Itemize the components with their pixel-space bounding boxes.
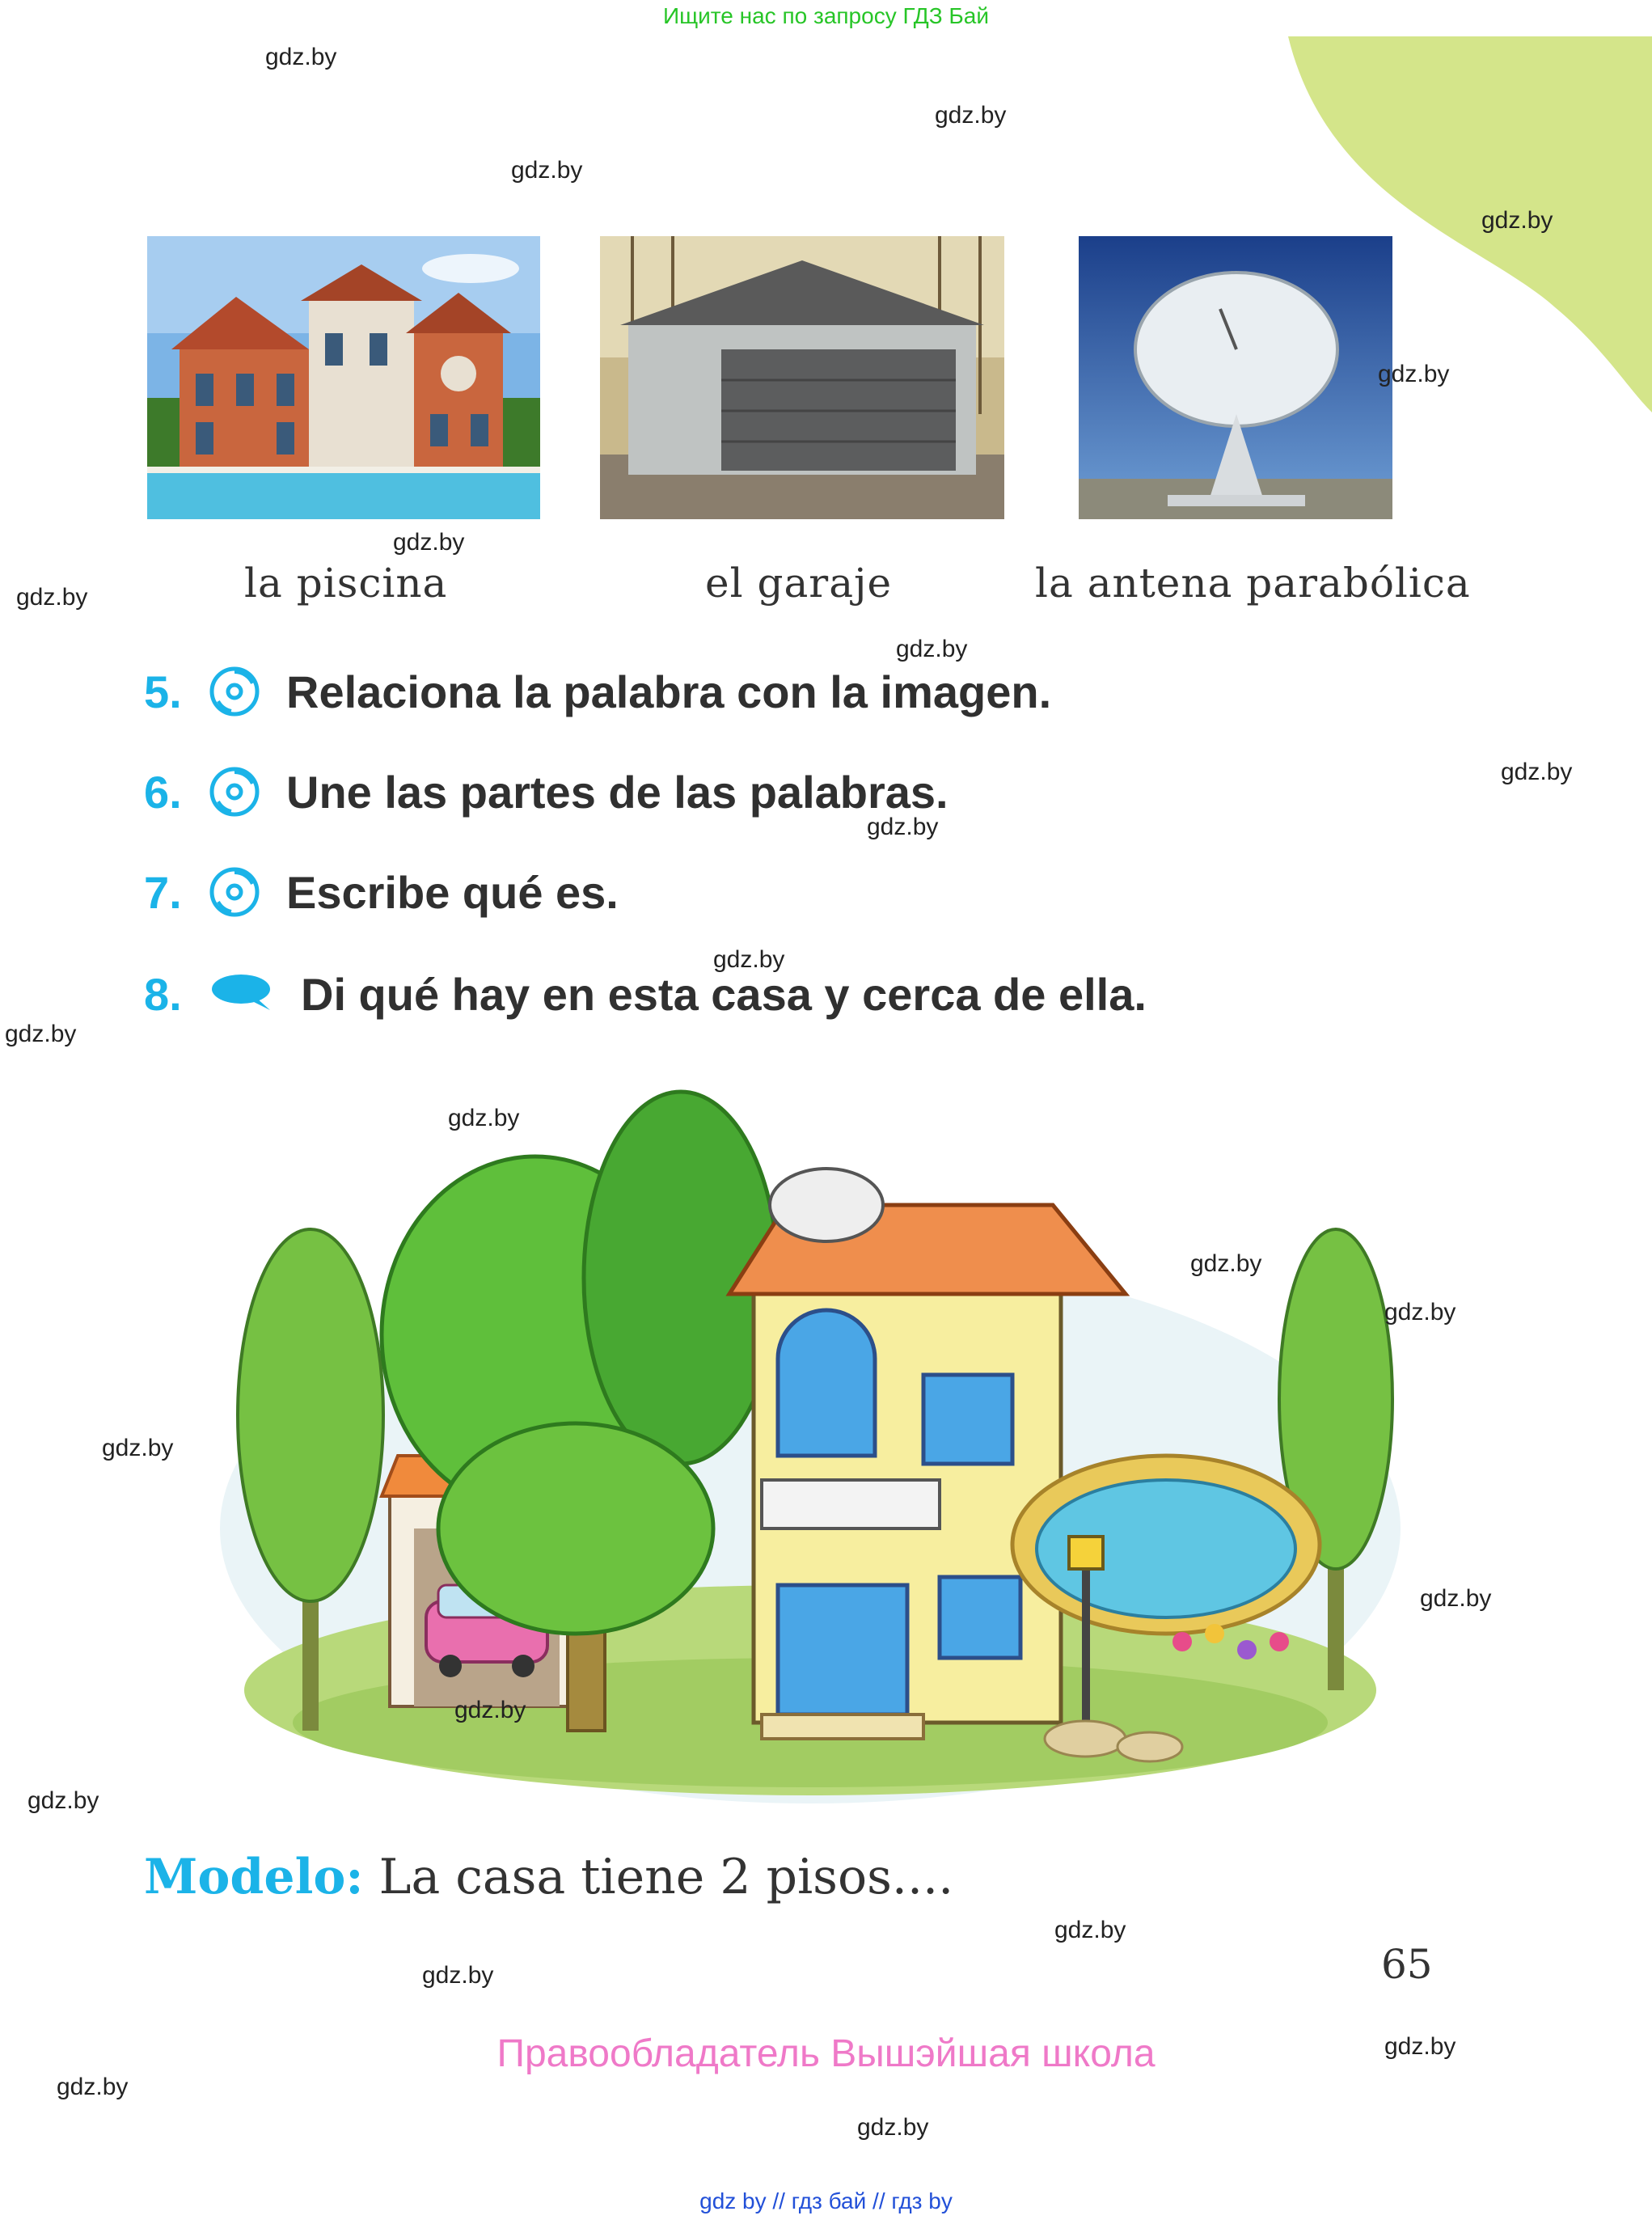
caption-piscina: la piscina: [244, 560, 448, 607]
bottom-links[interactable]: gdz by // гдз бай // гдз by: [699, 2188, 953, 2213]
task-5: [144, 655, 1051, 728]
task-text: Escribe qué es.: [286, 866, 619, 918]
task-7: [144, 856, 619, 928]
watermark: gdz.by: [27, 1787, 99, 1814]
modelo-line: [144, 1849, 953, 1905]
watermark: gdz.by: [1420, 1585, 1492, 1612]
watermark: gdz.by: [1054, 1917, 1126, 1943]
watermark: gdz.by: [713, 946, 785, 973]
modelo-label: Modelo:: [144, 1849, 364, 1905]
watermark: gdz.by: [867, 814, 939, 840]
speech-bubble-icon: [209, 968, 277, 1020]
watermark: gdz.by: [5, 1021, 77, 1047]
task-number: 7.: [144, 866, 182, 918]
task-text: Une las partes de las palabras.: [286, 766, 949, 818]
caption-garaje: el garaje: [705, 560, 893, 607]
photo-piscina: [147, 236, 540, 519]
task-number: 8.: [144, 968, 182, 1020]
page-number: 65: [1381, 1941, 1433, 1988]
watermark: gdz.by: [511, 157, 583, 184]
top-banner: Ищите нас по запросу ГДЗ Бай: [662, 3, 990, 28]
cd-disc-icon: [209, 866, 260, 918]
modelo-text: La casa tiene 2 pisos....: [363, 1849, 954, 1905]
task-8: [144, 958, 1147, 1030]
cd-disc-icon: [209, 666, 260, 717]
watermark: gdz.by: [16, 584, 88, 611]
watermark: gdz.by: [1384, 2033, 1456, 2060]
watermark: gdz.by: [454, 1697, 526, 1723]
watermark: gdz.by: [422, 1962, 494, 1989]
watermark: gdz.by: [57, 2074, 129, 2100]
task-number: 5.: [144, 666, 182, 717]
watermark: gdz.by: [857, 2114, 929, 2141]
watermark: gdz.by: [935, 102, 1007, 129]
watermark: gdz.by: [1501, 759, 1573, 785]
task-text: Di qué hay en esta casa y cerca de ella.: [301, 968, 1147, 1020]
task-number: 6.: [144, 766, 182, 818]
watermark: gdz.by: [1378, 361, 1450, 387]
task-text: Relaciona la palabra con la imagen.: [286, 666, 1052, 717]
photo-garaje: [600, 236, 1004, 519]
copyright-notice: Правообладатель Вышэйшая школа: [496, 2032, 1156, 2075]
caption-antena: la antena parabólica: [1035, 560, 1471, 607]
watermark: gdz.by: [448, 1105, 520, 1131]
watermark: gdz.by: [1190, 1250, 1262, 1277]
watermark: gdz.by: [896, 636, 968, 662]
watermark: gdz.by: [1384, 1299, 1456, 1326]
task-6: [144, 755, 949, 828]
watermark: gdz.by: [393, 529, 465, 556]
photo-antena: [1079, 236, 1392, 519]
watermark: gdz.by: [1481, 207, 1553, 234]
watermark: gdz.by: [102, 1435, 174, 1461]
house-illustration: [212, 1076, 1409, 1803]
watermark: gdz.by: [265, 44, 337, 70]
cd-disc-icon: [209, 766, 260, 818]
